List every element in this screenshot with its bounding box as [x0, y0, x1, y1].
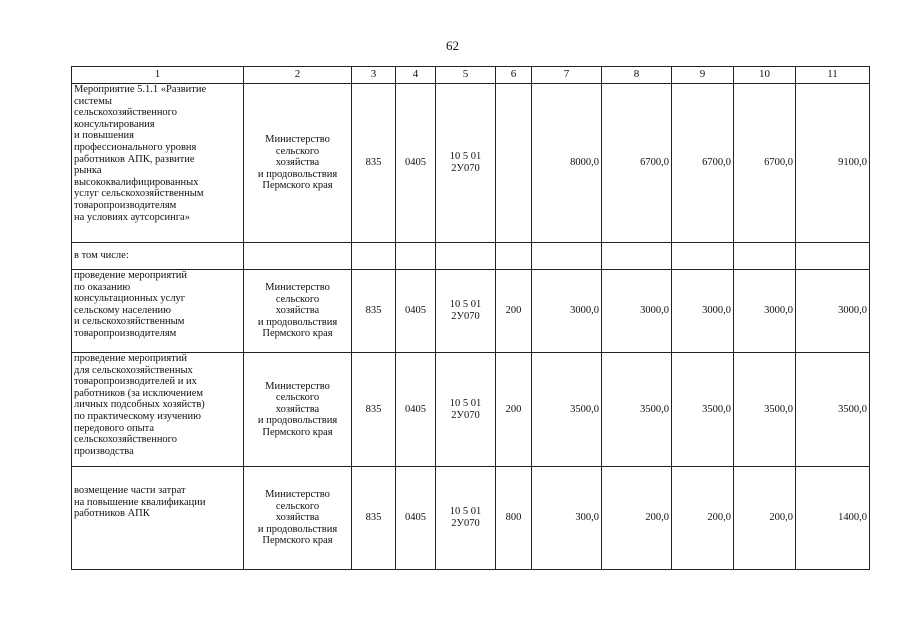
ministry-cell — [244, 467, 352, 570]
column-7-cell: 3000,0 — [532, 270, 602, 353]
ministry-line: Пермского края — [262, 535, 333, 547]
description-line: проведение мероприятий — [74, 353, 188, 364]
code-line: 10 5 01 — [449, 506, 482, 518]
description-line: Мероприятие 5.1.1 «Развитие — [74, 84, 207, 95]
column-10-cell — [734, 243, 796, 270]
column-9-cell: 3500,0 — [672, 353, 734, 467]
column-header: 5 — [436, 67, 496, 84]
column-10-cell: 6700,0 — [734, 84, 796, 243]
column-5-cell — [436, 353, 496, 467]
ministry-line: хозяйства — [275, 403, 320, 415]
column-6-cell: 800 — [496, 467, 532, 570]
description-line: консультационных услуг — [74, 293, 186, 305]
table-row — [72, 467, 870, 570]
ministry-line: Министерство — [265, 380, 330, 392]
ministry-cell — [244, 243, 352, 270]
column-3-cell: 835 — [352, 353, 396, 467]
column-4-cell: 0405 — [396, 353, 436, 467]
ministry-line: Министерство — [265, 282, 330, 294]
column-header: 3 — [352, 67, 396, 84]
ministry-cell — [244, 353, 352, 467]
column-header: 8 — [602, 67, 672, 84]
description-line: по практическому изучению — [74, 410, 202, 422]
description-line: услуг сельскохозяйственным — [74, 188, 204, 200]
description-line: профессионального уровня — [74, 141, 197, 153]
ministry-line: сельского — [275, 500, 320, 512]
column-10-cell: 3500,0 — [734, 353, 796, 467]
description-cell — [72, 243, 244, 270]
code-line: 10 5 01 — [449, 299, 482, 311]
ministry-line: сельского — [275, 145, 320, 157]
description-line: проведение мероприятий — [74, 270, 188, 281]
description-cell — [72, 84, 244, 243]
budget-table — [71, 66, 870, 570]
description-line: высококвалифицированных — [74, 176, 199, 188]
column-header: 4 — [396, 67, 436, 84]
description-line: сельскому населению — [74, 304, 171, 316]
description-line: сельскохозяйственного — [74, 107, 177, 119]
ministry-line: сельского — [275, 293, 320, 305]
column-11-cell: 3500,0 — [796, 353, 870, 467]
column-6-cell: 200 — [496, 270, 532, 353]
column-7-cell — [532, 243, 602, 270]
description-line: товаропроизводителей и их — [74, 376, 197, 388]
description-line: производства — [74, 445, 134, 457]
column-4-cell — [396, 243, 436, 270]
description-line: передового опыта — [74, 422, 155, 434]
column-8-cell: 3000,0 — [602, 270, 672, 353]
column-9-cell: 200,0 — [672, 467, 734, 570]
column-11-cell: 3000,0 — [796, 270, 870, 353]
column-header: 7 — [532, 67, 602, 84]
description-cell — [72, 467, 244, 570]
table-row — [72, 353, 870, 467]
column-10-cell: 3000,0 — [734, 270, 796, 353]
column-5-cell — [436, 243, 496, 270]
column-7-cell: 8000,0 — [532, 84, 602, 243]
ministry-line: Министерство — [265, 134, 330, 146]
column-3-cell: 835 — [352, 270, 396, 353]
ministry-cell — [244, 270, 352, 353]
column-header: 11 — [796, 67, 870, 84]
description-line: рынка — [74, 165, 102, 177]
description-line: консультирования — [74, 118, 155, 130]
column-4-cell: 0405 — [396, 270, 436, 353]
page-number: 62 — [446, 38, 459, 53]
ministry-line: Министерство — [265, 489, 330, 501]
column-11-cell — [796, 243, 870, 270]
column-8-cell: 3500,0 — [602, 353, 672, 467]
column-header: 6 — [496, 67, 532, 84]
ministry-line: хозяйства — [275, 512, 320, 524]
column-6-cell — [496, 243, 532, 270]
table-header-row — [72, 67, 870, 84]
description-line: товаропроизводителям — [74, 199, 177, 211]
code-line: 2У070 — [451, 311, 480, 322]
ministry-line: сельского — [275, 392, 320, 404]
column-header: 10 — [734, 67, 796, 84]
column-6-cell: 200 — [496, 353, 532, 467]
description-line: в том числе: — [74, 250, 129, 262]
column-6-cell — [496, 84, 532, 243]
ministry-cell — [244, 84, 352, 243]
ministry-line: и продовольствия — [257, 316, 338, 328]
ministry-line: и продовольствия — [257, 415, 338, 427]
code-line: 10 5 01 — [449, 397, 482, 409]
ministry-line: и продовольствия — [257, 523, 338, 535]
column-3-cell: 835 — [352, 467, 396, 570]
column-8-cell: 6700,0 — [602, 84, 672, 243]
ministry-line: хозяйства — [275, 305, 320, 317]
description-line: по оказанию — [74, 281, 131, 293]
column-11-cell: 1400,0 — [796, 467, 870, 570]
code-line: 2У070 — [451, 518, 480, 529]
column-4-cell: 0405 — [396, 467, 436, 570]
column-7-cell: 300,0 — [532, 467, 602, 570]
description-line: и повышения — [74, 130, 134, 142]
code-line: 2У070 — [451, 409, 480, 421]
ministry-line: Пермского края — [262, 426, 333, 438]
column-5-cell — [436, 467, 496, 570]
table-row — [72, 243, 870, 270]
description-line: на повышение квалификации — [74, 496, 206, 508]
column-9-cell: 3000,0 — [672, 270, 734, 353]
column-4-cell: 0405 — [396, 84, 436, 243]
description-line: возмещение части затрат — [74, 485, 186, 496]
description-line: работников АПК — [74, 508, 150, 520]
column-7-cell: 3500,0 — [532, 353, 602, 467]
code-line: 10 5 01 — [449, 151, 482, 163]
description-cell — [72, 270, 244, 353]
column-5-cell — [436, 84, 496, 243]
column-8-cell: 200,0 — [602, 467, 672, 570]
column-10-cell: 200,0 — [734, 467, 796, 570]
column-header: 9 — [672, 67, 734, 84]
column-5-cell — [436, 270, 496, 353]
description-cell — [72, 353, 244, 467]
ministry-line: и продовольствия — [257, 168, 338, 180]
table-row — [72, 84, 870, 243]
column-3-cell: 835 — [352, 84, 396, 243]
description-line: работников АПК, развитие — [74, 153, 195, 165]
ministry-line: Пермского края — [262, 328, 333, 340]
column-3-cell — [352, 243, 396, 270]
description-line: товаропроизводителям — [74, 327, 177, 339]
column-8-cell — [602, 243, 672, 270]
code-line: 2У070 — [451, 163, 480, 174]
ministry-line: Пермского края — [262, 180, 333, 192]
ministry-line: хозяйства — [275, 157, 320, 169]
column-9-cell — [672, 243, 734, 270]
column-11-cell: 9100,0 — [796, 84, 870, 243]
description-line: сельскохозяйственного — [74, 434, 177, 446]
description-line: личных подсобных хозяйств) — [74, 399, 205, 411]
description-line: работников (за исключением — [74, 387, 204, 399]
description-line: для сельскохозяйственных — [74, 364, 193, 376]
table-row — [72, 270, 870, 353]
column-header: 2 — [244, 67, 352, 84]
description-line: системы — [74, 95, 112, 107]
column-9-cell: 6700,0 — [672, 84, 734, 243]
column-header: 1 — [72, 67, 244, 84]
description-line: и сельскохозяйственным — [74, 316, 185, 328]
description-line: на условиях аутсорсинга» — [74, 211, 190, 223]
